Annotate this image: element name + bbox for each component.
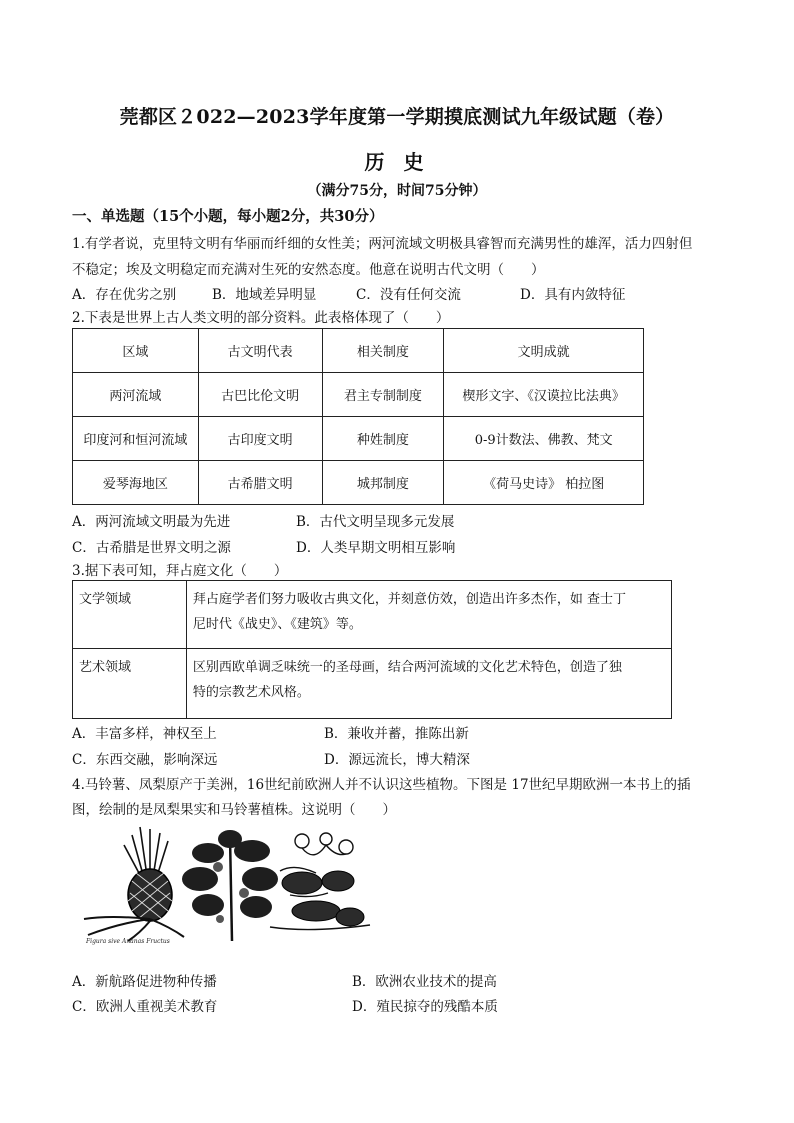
table-row — [73, 373, 644, 417]
q2-option-c: C．古希腊是世界文明之源 — [72, 540, 231, 556]
table-cell: 古巴比伦文明 — [198, 373, 322, 417]
table-cell: 0-9计数法、佛教、梵文 — [444, 417, 644, 461]
q1-option-c: C．没有任何交流 — [356, 287, 461, 303]
table-cell: 城邦制度 — [322, 461, 444, 505]
table-cell-text: 拜占庭学者们努力吸收古典文化，并刻意仿效，创造出许多杰作，如 查士丁 — [192, 592, 626, 607]
table-cell: 古希腊文明 — [198, 461, 322, 505]
table-row — [73, 461, 644, 505]
q1-option-b: B．地域差异明显 — [212, 287, 317, 303]
q4-stem-line1: 4.马铃薯、凤梨原产于美洲，16世纪前欧洲人并不认识这些植物。下图是 17世纪早期欧洲一本书上的插 — [72, 777, 691, 793]
table-header-row — [73, 329, 644, 373]
table-cell — [186, 581, 671, 649]
table-row — [73, 649, 672, 719]
table-cell-text: 特的宗教艺术风格。 — [192, 685, 310, 700]
q1-stem-line2: 不稳定；埃及文明稳定而充满对生死的安然态度。他意在说明古代文明（ ） — [72, 262, 545, 278]
table-row — [73, 417, 644, 461]
illustration-caption: Figura sive Ananas Fructus — [86, 938, 170, 945]
table-cell: 君主专制制度 — [322, 373, 444, 417]
table-cell: 爱琴海地区 — [73, 461, 199, 505]
table-cell: 楔形文字、《汉谟拉比法典》 — [444, 373, 644, 417]
table-cell-text: 尼时代《战史》、《建筑》等。 — [192, 617, 362, 632]
q2-option-a: A．两河流域文明最为先进 — [72, 514, 231, 530]
table-cell — [186, 649, 671, 719]
table-cell: 古印度文明 — [198, 417, 322, 461]
section-heading: 一、单选题（15个小题，每小题2分，共30分） — [72, 208, 384, 225]
q2-option-d: D．人类早期文明相互影响 — [296, 540, 456, 556]
q4-option-d: D．殖民掠夺的残酷本质 — [352, 999, 498, 1015]
civilization-table — [72, 328, 644, 505]
q2-option-b: B．古代文明呈现多元发展 — [296, 514, 455, 530]
table-header: 相关制度 — [322, 329, 444, 373]
q3-stem: 3.据下表可知，拜占庭文化（ ） — [72, 563, 288, 579]
q1-option-d: D．具有内敛特征 — [520, 287, 626, 303]
q4-option-a: A．新航路促进物种传播 — [72, 974, 217, 990]
table-cell: 《荷马史诗》 柏拉图 — [444, 461, 644, 505]
score-time-note: （满分75分，时间75分钟） — [307, 183, 487, 199]
q4-option-c: C．欧洲人重视美术教育 — [72, 999, 218, 1015]
table-header: 区域 — [73, 329, 199, 373]
table-header: 文明成就 — [444, 329, 644, 373]
table-cell: 两河流域 — [73, 373, 199, 417]
q1-stem-line1: 1.有学者说，克里特文明有华丽而纤细的女性美；两河流域文明极具睿智而充满男性的雄浑，活力四射但 — [72, 236, 693, 252]
table-row — [73, 581, 672, 649]
table-cell-label: 艺术领域 — [73, 649, 187, 719]
q3-option-c: C．东西交融，影响深远 — [72, 752, 218, 768]
table-header: 古文明代表 — [198, 329, 322, 373]
q4-option-b: B．欧洲农业技术的提高 — [352, 974, 497, 990]
q4-stem-line2: 图，绘制的是凤梨果实和马铃薯植株。这说明（ ） — [72, 802, 396, 818]
exam-title: 莞都区２022—2023学年度第一学期摸底测试九年级试题（卷） — [119, 106, 675, 128]
q1-option-a: A．存在优劣之别 — [72, 287, 177, 303]
pineapple-potato-illustration — [80, 823, 372, 945]
table-cell: 印度河和恒河流域 — [73, 417, 199, 461]
q3-option-a: A．丰富多样，神权至上 — [72, 726, 217, 742]
q3-option-b: B．兼收并蓄，推陈出新 — [324, 726, 469, 742]
subject-title: 历 史 — [364, 150, 430, 174]
table-cell-text: 区别西欧单调乏味统一的圣母画，结合两河流域的文化艺术特色，创造了独 — [192, 660, 622, 675]
table-cell: 种姓制度 — [322, 417, 444, 461]
table-cell-label: 文学领域 — [73, 581, 187, 649]
byzantine-table — [72, 580, 672, 719]
q3-option-d: D．源远流长，博大精深 — [324, 752, 470, 768]
q2-stem: 2.下表是世界上古人类文明的部分资料。此表格体现了（ ） — [72, 310, 450, 326]
